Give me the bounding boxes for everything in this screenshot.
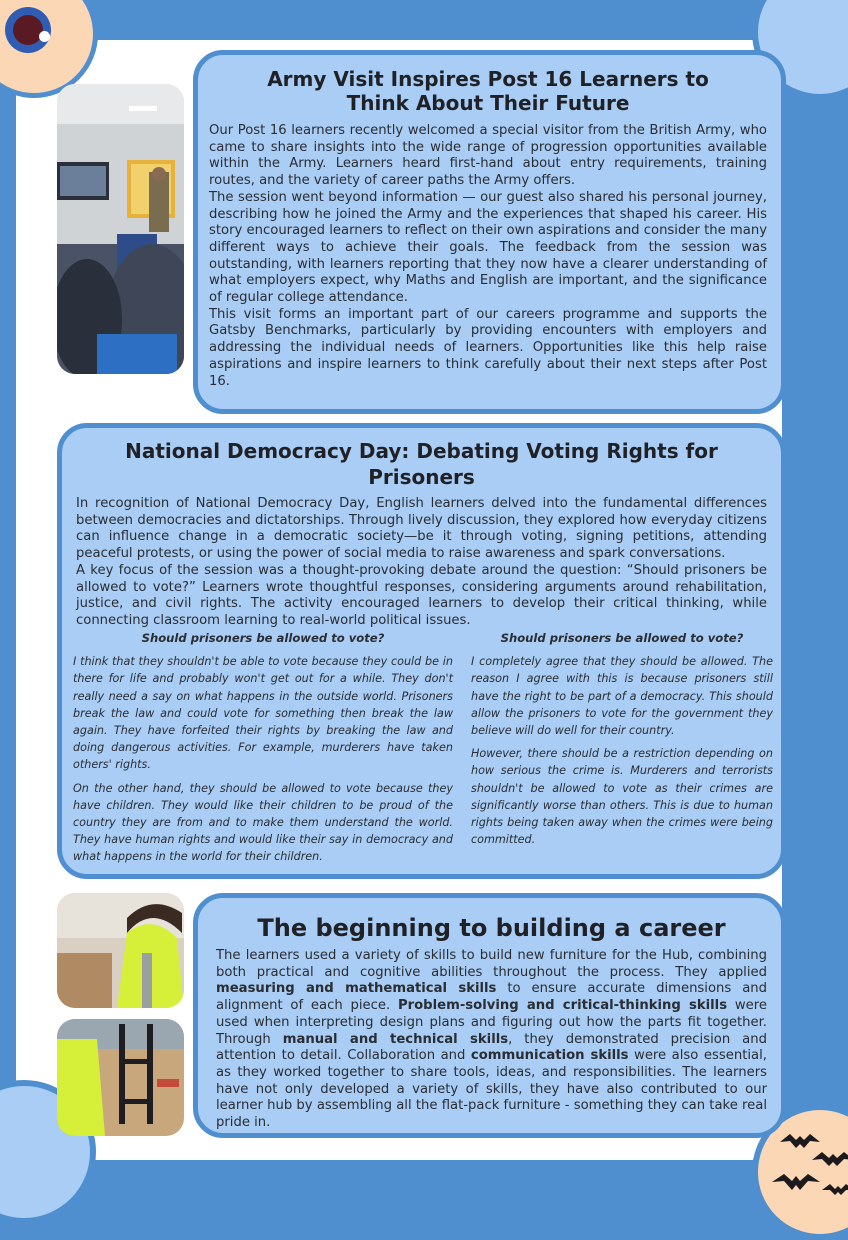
skill-highlight: communication skills — [470, 1048, 629, 1064]
furniture-building-photo-1 — [57, 893, 184, 1008]
debate-left-paragraph-1: I think that they shouldn't be able to vote because they could be in there for life and probably won't get out for a while. They don't really need a say on what happens in the outside world. Prisoners break the law and could vote for something then break the law again. They have forfeited their rights by breaking the law and doing dangerous activities. For example, murderers have taken others' rights. — [73, 655, 453, 772]
text-segment: were also essential, as they worked together to share tools, ideas, and responsibilities. The learners have not only developed a variety of skills, they have also contributed to our learner hub by assembling all the flat-pack furniture - something they can take real pride in. — [216, 1048, 767, 1131]
building-career-card — [193, 893, 786, 1138]
debate-right-paragraph-2: However, there should be a restriction depending on how serious the crime is. Murderers and terrorists shouldn't be allowed to vote as their crimes are significantly worse than others. This is due to human rights being taken away when the crimes were being committed. — [471, 747, 773, 847]
eye-pupil — [13, 15, 43, 45]
army-visit-paragraph-1: Our Post 16 learners recently welcomed a special visitor from the British Army, who came to share insights into the wide range of progression opportunities available within the Army. Learners heard first-hand about entry requirements, training routes, and the variety of career paths the Army offers. — [209, 123, 767, 189]
army-visit-paragraph-2: The session went beyond information — our guest also shared his personal journey, describing how he joined the Army and the experiences that shaped his career. His story encouraged learners to reflect on their own aspirations and consider the many different ways to achieve their goals. The feedback from the session was outstanding, with learners reporting that they now have a clearer understanding of what employers expect, why Maths and English are important, and the significance of regular college attendance. — [209, 189, 767, 306]
text-segment: to ensure accurate dimensions and alignment of each piece. — [216, 981, 767, 1014]
eye-highlight — [39, 31, 50, 42]
debate-left-paragraph-2: On the other hand, they should be allowed to vote because they have children. They would like their children to be proud of the country they are from and to make them understand the world. They have human rights and would like their say in democracy and what happens in the world for their children. — [73, 781, 453, 864]
debate-response-left — [73, 630, 453, 872]
text-segment: The learners used a variety of skills to build new furniture for the Hub, combining both practical and cognitive abilities throughout the process. They applied — [216, 948, 767, 980]
debate-response-right — [471, 630, 773, 854]
democracy-day-paragraph-2: A key focus of the session was a thought-provoking debate around the question: “Should prisoners be allowed to vote?” Learners wrote thoughtful responses, considering arguments around rehabilitation, justice, and civil rights. The activity encouraged learners to develop their critical thinking, while connecting classroom learning to real-world political issues. — [76, 562, 767, 628]
army-visit-title: Army Visit Inspires Post 16 Learners to Think About Their Future — [267, 67, 709, 115]
furniture-building-photo-2 — [57, 1019, 184, 1136]
debate-right-paragraph-1: I completely agree that they should be allowed. The reason I agree with this is because prisoners still have the right to be part of a democracy. This should allow the prisoners to vote for the government they believe will do well for their country. — [471, 655, 773, 738]
army-visit-card — [193, 50, 786, 414]
skill-highlight: Problem-solving and critical-thinking skills — [397, 998, 728, 1014]
building-career-title: The beginning to building a career — [257, 914, 726, 942]
skill-highlight: manual and technical skills — [282, 1031, 509, 1047]
democracy-day-title: National Democracy Day: Debating Voting Rights for Prisoners — [125, 439, 718, 489]
text-segment: , they demonstrated precision and attention to detail. Collaboration and — [216, 1031, 767, 1064]
debate-question-left: Should prisoners be allowed to vote? — [141, 631, 385, 645]
building-career-paragraph — [216, 948, 767, 1132]
democracy-day-card — [57, 423, 786, 879]
text-segment: were used when interpreting design plans and figuring out how the parts fit together. Through — [216, 998, 767, 1047]
skill-highlight: measuring and mathematical skills — [216, 981, 497, 997]
democracy-day-paragraph-1: In recognition of National Democracy Day, English learners delved into the fundamental differences between democracies and dictatorships. Through lively discussion, they explored how everyday citizens can influence change in a democratic society—be it through voting, signing petitions, attending peaceful protests, or using the power of social media to raise awareness and spark conversations. — [76, 496, 767, 562]
army-visit-paragraph-3: This visit forms an important part of our careers programme and supports the Gatsby Benchmarks, particularly by providing encounters with employers and addressing the individual needs of learners. Opportunities like this help raise aspirations and inspire learners to think carefully about their next steps after Post 16. — [209, 306, 767, 389]
army-visit-photo — [57, 84, 184, 374]
debate-question-right: Should prisoners be allowed to vote? — [500, 631, 744, 645]
